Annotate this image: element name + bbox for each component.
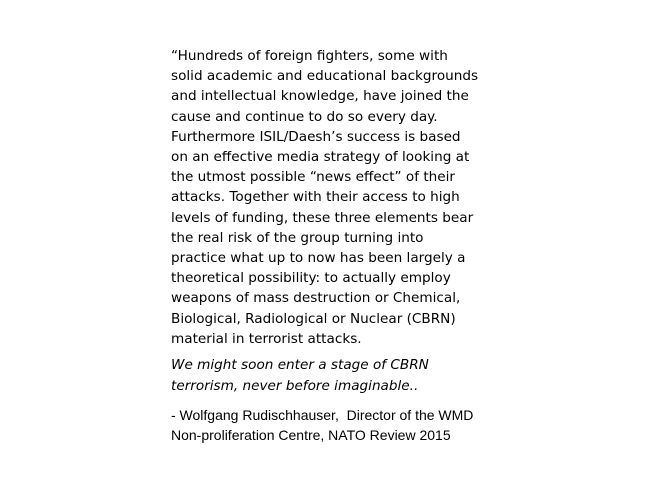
quote-line: theoretical possibility: to actually employ	[171, 270, 451, 287]
attribution	[171, 405, 501, 445]
quote-line: weapons of mass destruction or Chemical,	[171, 290, 461, 307]
quote-line: solid academic and educational backgrounds	[171, 68, 479, 85]
emphasis-line: terrorism, never before imaginable..	[171, 378, 419, 395]
quote-line: cause and continue to do so every day.	[171, 108, 438, 125]
quote-block	[171, 46, 501, 445]
quote-line: the real risk of the group turning into	[171, 229, 424, 246]
quote-line: Biological, Radiological or Nuclear (CBRN)	[171, 310, 456, 327]
attribution-line: - Wolfgang Rudischhauser, Director of the WMD	[171, 407, 474, 424]
emphasis-paragraph	[171, 355, 501, 397]
quote-line: and intellectual knowledge, have joined the	[171, 88, 469, 105]
quote-line: the utmost possible “news effect” of their	[171, 169, 456, 186]
quote-line: levels of funding, these three elements bear	[171, 209, 474, 226]
quote-paragraph	[171, 46, 501, 349]
quote-line: Furthermore ISIL/Daesh’s success is based	[171, 128, 461, 145]
quote-line: “Hundreds of foreign fighters, some with	[171, 48, 448, 64]
quote-line: attacks. Together with their access to high	[171, 189, 460, 206]
quote-line: on an effective media strategy of looking at	[171, 149, 470, 166]
attribution-line: Non-proliferation Centre, NATO Review 2015	[171, 427, 451, 444]
quote-line: practice what up to now has been largely a	[171, 250, 466, 267]
emphasis-line: We might soon enter a stage of CBRN	[171, 357, 429, 374]
quote-line: material in terrorist attacks.	[171, 330, 362, 347]
